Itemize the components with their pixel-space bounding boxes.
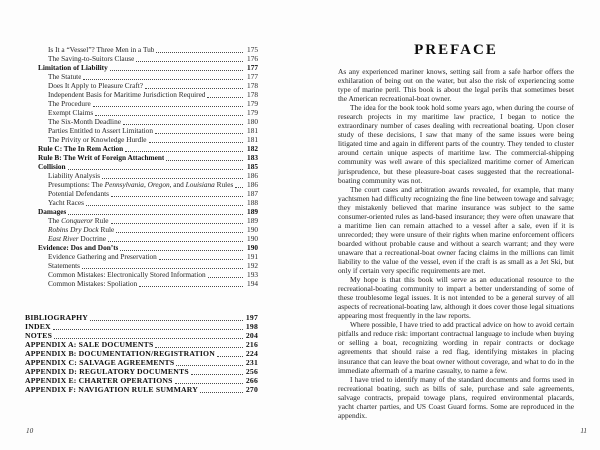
toc-entry [48, 99, 258, 108]
toc-entry-page-number: 256 [245, 367, 258, 376]
toc-entry [38, 207, 258, 216]
toc-entry [48, 45, 258, 54]
dotted-leader [83, 79, 243, 80]
toc-entry-label: APPENDIX E: CHARTER OPERATIONS [25, 376, 173, 385]
toc-entry-label: The Privity or Knowledge Hurdle [48, 135, 147, 144]
dotted-leader [208, 277, 243, 278]
preface-body [338, 67, 574, 420]
toc-entry [25, 385, 258, 394]
toc-entry-label: APPENDIX C: SALVAGE AGREEMENTS [25, 358, 175, 367]
preface-paragraph: The idea for the book took hold some years ago, when during the course of research projects in my maritime law practice, I began to notice the extraordinary number of cases dealing with recreational boating. Upon closer study of these decisions, I saw that many of the same issues were being litigated time and again in different parts of the country. They tended to cluster around certain unique aspects of maritime law. The commercial-shipping community was well aware of this specialized maritime corner of American jurisprudence, but these pleasure-boat cases suggested that the recreational-boating community was not. [338, 103, 574, 185]
toc-entry [48, 180, 258, 189]
toc-entry-page-number: 186 [247, 180, 258, 189]
toc-entry-page-number: 181 [247, 126, 258, 135]
toc-entry [48, 81, 258, 90]
dotted-leader [136, 61, 243, 62]
toc-entry [48, 198, 258, 207]
toc-entry [48, 117, 258, 126]
toc-entry-page-number: 177 [247, 63, 258, 72]
toc-entry-page-number: 185 [247, 162, 258, 171]
toc-entry-page-number: 175 [247, 45, 258, 54]
right-page-number: 11 [580, 427, 587, 435]
toc-entry-label: Exempt Claims [48, 108, 94, 117]
toc-entry-page-number: 192 [247, 261, 258, 270]
left-page-number: 10 [26, 427, 34, 435]
toc-entry-page-number: 266 [245, 376, 258, 385]
toc-entry [25, 340, 258, 349]
toc-entry-label: The Conqueror Rule [48, 216, 109, 225]
toc-entry-label: APPENDIX D: REGULATORY DOCUMENTS [25, 367, 189, 376]
toc-list [25, 45, 258, 394]
toc-entry [48, 270, 258, 279]
toc-entry-label: Common Mistakes: Spoliation [48, 279, 138, 288]
toc-entry-label: Parties Entitled to Assert Limitation [48, 126, 153, 135]
preface-page [338, 42, 574, 420]
toc-entry-label: Collision [38, 162, 66, 171]
dotted-leader [54, 338, 243, 339]
toc-entry [25, 367, 258, 376]
toc-entry-label: The Procedure [48, 99, 91, 108]
toc-entry [48, 54, 258, 63]
toc-entry-label: Potential Defendants [48, 189, 109, 198]
dotted-leader [235, 187, 243, 188]
toc-entry-label: Common Mistakes: Electronically Stored Information [48, 270, 206, 279]
toc-entry [48, 90, 258, 99]
dotted-leader [156, 52, 243, 53]
dotted-leader [149, 142, 244, 143]
dotted-leader [93, 106, 243, 107]
dotted-leader [175, 383, 243, 384]
dotted-leader [139, 286, 243, 287]
toc-entry-page-number: 231 [245, 358, 258, 367]
toc-entry-label: Evidence: Dos and Don’ts [38, 243, 119, 252]
toc-entry-page-number: 190 [247, 225, 258, 234]
preface-title: PREFACE [414, 42, 498, 58]
toc-entry [48, 135, 258, 144]
dotted-leader [155, 133, 243, 134]
dotted-leader [120, 250, 243, 251]
toc-entry-page-number: 183 [247, 153, 258, 162]
toc-entry-label: APPENDIX F: NAVIGATION RULE SUMMARY [25, 385, 199, 394]
toc-entry-page-number: 191 [247, 252, 258, 261]
toc-entry-page-number: 224 [245, 349, 258, 358]
dotted-leader [155, 347, 243, 348]
toc-entry [25, 376, 258, 385]
toc-entry [48, 279, 258, 288]
preface-paragraph: As any experienced mariner knows, setting sail from a safe harbor offers the exhilaration of being out on the water, but also the risk of experiencing some type of marine peril. This book is about the legal perils that sometimes beset the American recreational-boat owner. [338, 67, 574, 104]
toc-entry-page-number: 177 [247, 72, 258, 81]
toc-entry-page-number: 181 [247, 135, 258, 144]
dotted-leader [111, 223, 243, 224]
toc-entry-label: The Statute [48, 72, 82, 81]
preface-paragraph: The court cases and arbitration awards revealed, for example, that many yachtsmen had difficulty recognizing the fine line between towage and salvage; they mistakenly believed that marine insurance was subject to the same consumer-oriented rules as land-based insurance; they were often unaware that a maritime lien can remain attached to a vessel after a sale, even if it is unrecorded; they were unsure of their rights when marine enforcement officers boarded without probable cause and without a search warrant; and they were unaware that a recreational-boat owner facing claims in the millions can limit liability to the value of the vessel, even if the craft is as small as a Jet Ski, but only if certain very specific requirements are met. [338, 184, 574, 276]
toc-entry-page-number: 178 [247, 81, 258, 90]
toc-entry-label: Presumptions: The Pennsylvania, Oregon, and Louisiana Rules [48, 180, 234, 189]
preface-paragraph: Where possible, I have tried to add practical advice on how to avoid certain pitfalls and reduce risk: important contractual language to include when buying or selling a boat, recognizing wording in repair contracts or dockage agreements that should raise a red flag, identifying mistakes in placing insurance that can leave the boat owner without coverage, and what to do in the immediate aftermath of a marine casualty, to name a few. [338, 320, 574, 375]
dotted-leader [86, 205, 243, 206]
preface-paragraph: My hope is that this book will serve as an educational resource to the recreational-boating community to impart a better understanding of some of these troublesome legal issues. It is not intended to be a general survey of all aspects of recreational-boating law, although it does cover those legal situations appearing most frequently in the law reports. [338, 275, 574, 321]
toc-entry-label: Rule B: The Writ of Foreign Attachment [38, 153, 165, 162]
toc-entry-page-number: 186 [247, 171, 258, 180]
dotted-leader [82, 268, 243, 269]
toc-entry-label: Evidence Gathering and Preservation [48, 252, 157, 261]
toc-entry-label: NOTES [25, 331, 53, 340]
toc-entry-label: Independent Basis for Maritime Jurisdiction Required [48, 90, 206, 99]
toc-entry-label: Liability Analysis [48, 171, 101, 180]
toc-entry-page-number: 189 [247, 207, 258, 216]
toc-entry-page-number: 179 [247, 108, 258, 117]
toc-entry-label: East River Doctrine [48, 234, 106, 243]
dotted-leader [123, 124, 243, 125]
toc-entry [48, 252, 258, 261]
toc-entry-label: APPENDIX A: SALE DOCUMENTS [25, 340, 154, 349]
toc-entry [48, 216, 258, 225]
toc-entry-page-number: 193 [247, 270, 258, 279]
toc-entry-label: Statements [48, 261, 81, 270]
toc-entry-label: Is It a “Vessel”? Three Men in a Tub [48, 45, 155, 54]
dotted-leader [95, 115, 243, 116]
toc-entry-page-number: 187 [247, 189, 258, 198]
toc-entry-label: BIBLIOGRAPHY [25, 313, 89, 322]
toc-entry-page-number: 179 [247, 99, 258, 108]
dotted-leader [110, 70, 243, 71]
dotted-leader [111, 196, 243, 197]
toc-entry-page-number: 197 [245, 313, 258, 322]
toc-entry-label: Robins Dry Dock Rule [48, 225, 115, 234]
toc-entry [48, 261, 258, 270]
toc-entry-label: APPENDIX B: DOCUMENTATION/REGISTRATION [25, 349, 215, 358]
toc-entry-page-number: 178 [247, 90, 258, 99]
toc-entry-label: Does It Apply to Pleasure Craft? [48, 81, 144, 90]
toc-entry [48, 171, 258, 180]
dotted-leader [125, 151, 243, 152]
preface-paragraph: I have tried to identify many of the standard documents and forms used in recreational boating, such as bills of sale, purchase and sale agreements, salvage contracts, prepaid towage plans, required environmental placards, yacht charter parties, and US Coast Guard forms. Some are reproduced in the appendix. [338, 374, 574, 420]
toc-entry-label: INDEX [25, 322, 51, 331]
dotted-leader [200, 392, 243, 393]
dotted-leader [159, 259, 243, 260]
dotted-leader [68, 214, 243, 215]
dotted-leader [116, 232, 243, 233]
toc-entry-page-number: 188 [247, 198, 258, 207]
toc-entry-label: Yacht Races [48, 198, 84, 207]
toc-entry [25, 358, 258, 367]
toc-entry [25, 322, 258, 331]
toc-entry [38, 162, 258, 171]
toc-entry-label: Limitation of Liability [38, 63, 108, 72]
dotted-leader [207, 97, 243, 98]
dotted-leader [90, 320, 243, 321]
toc-entry-label: Rule C: The In Rem Action [38, 144, 124, 153]
dotted-leader [53, 329, 243, 330]
toc-entry-label: Damages [38, 207, 67, 216]
toc-entry [48, 189, 258, 198]
dotted-leader [176, 365, 243, 366]
toc-entry [38, 144, 258, 153]
dotted-leader [108, 241, 243, 242]
toc-entry [25, 349, 258, 358]
toc-entry [48, 108, 258, 117]
toc-entry [25, 313, 258, 322]
toc-entry-page-number: 176 [247, 54, 258, 63]
toc-entry-page-number: 182 [247, 144, 258, 153]
dotted-leader [68, 169, 243, 170]
dotted-leader [166, 160, 243, 161]
toc-entry [48, 72, 258, 81]
dotted-leader [145, 88, 243, 89]
toc-entry [38, 153, 258, 162]
toc-entry [38, 63, 258, 72]
toc-entry-page-number: 189 [247, 216, 258, 225]
toc-entry-page-number: 194 [247, 279, 258, 288]
dotted-leader [102, 178, 243, 179]
dotted-leader [217, 356, 243, 357]
toc-entry-page-number: 216 [245, 340, 258, 349]
toc-entry-page-number: 198 [245, 322, 258, 331]
toc-entry-page-number: 270 [245, 385, 258, 394]
toc-entry-label: The Six-Month Deadline [48, 117, 121, 126]
toc-entry-page-number: 190 [247, 234, 258, 243]
toc-page [25, 45, 258, 394]
toc-entry-label: The Saving-to-Suitors Clause [48, 54, 135, 63]
toc-entry [38, 243, 258, 252]
dotted-leader [191, 374, 243, 375]
toc-entry [48, 234, 258, 243]
toc-entry [48, 225, 258, 234]
toc-entry-page-number: 180 [247, 117, 258, 126]
toc-entry [48, 126, 258, 135]
toc-entry-page-number: 190 [247, 243, 258, 252]
toc-entry [25, 331, 258, 340]
toc-entry-page-number: 204 [245, 331, 258, 340]
